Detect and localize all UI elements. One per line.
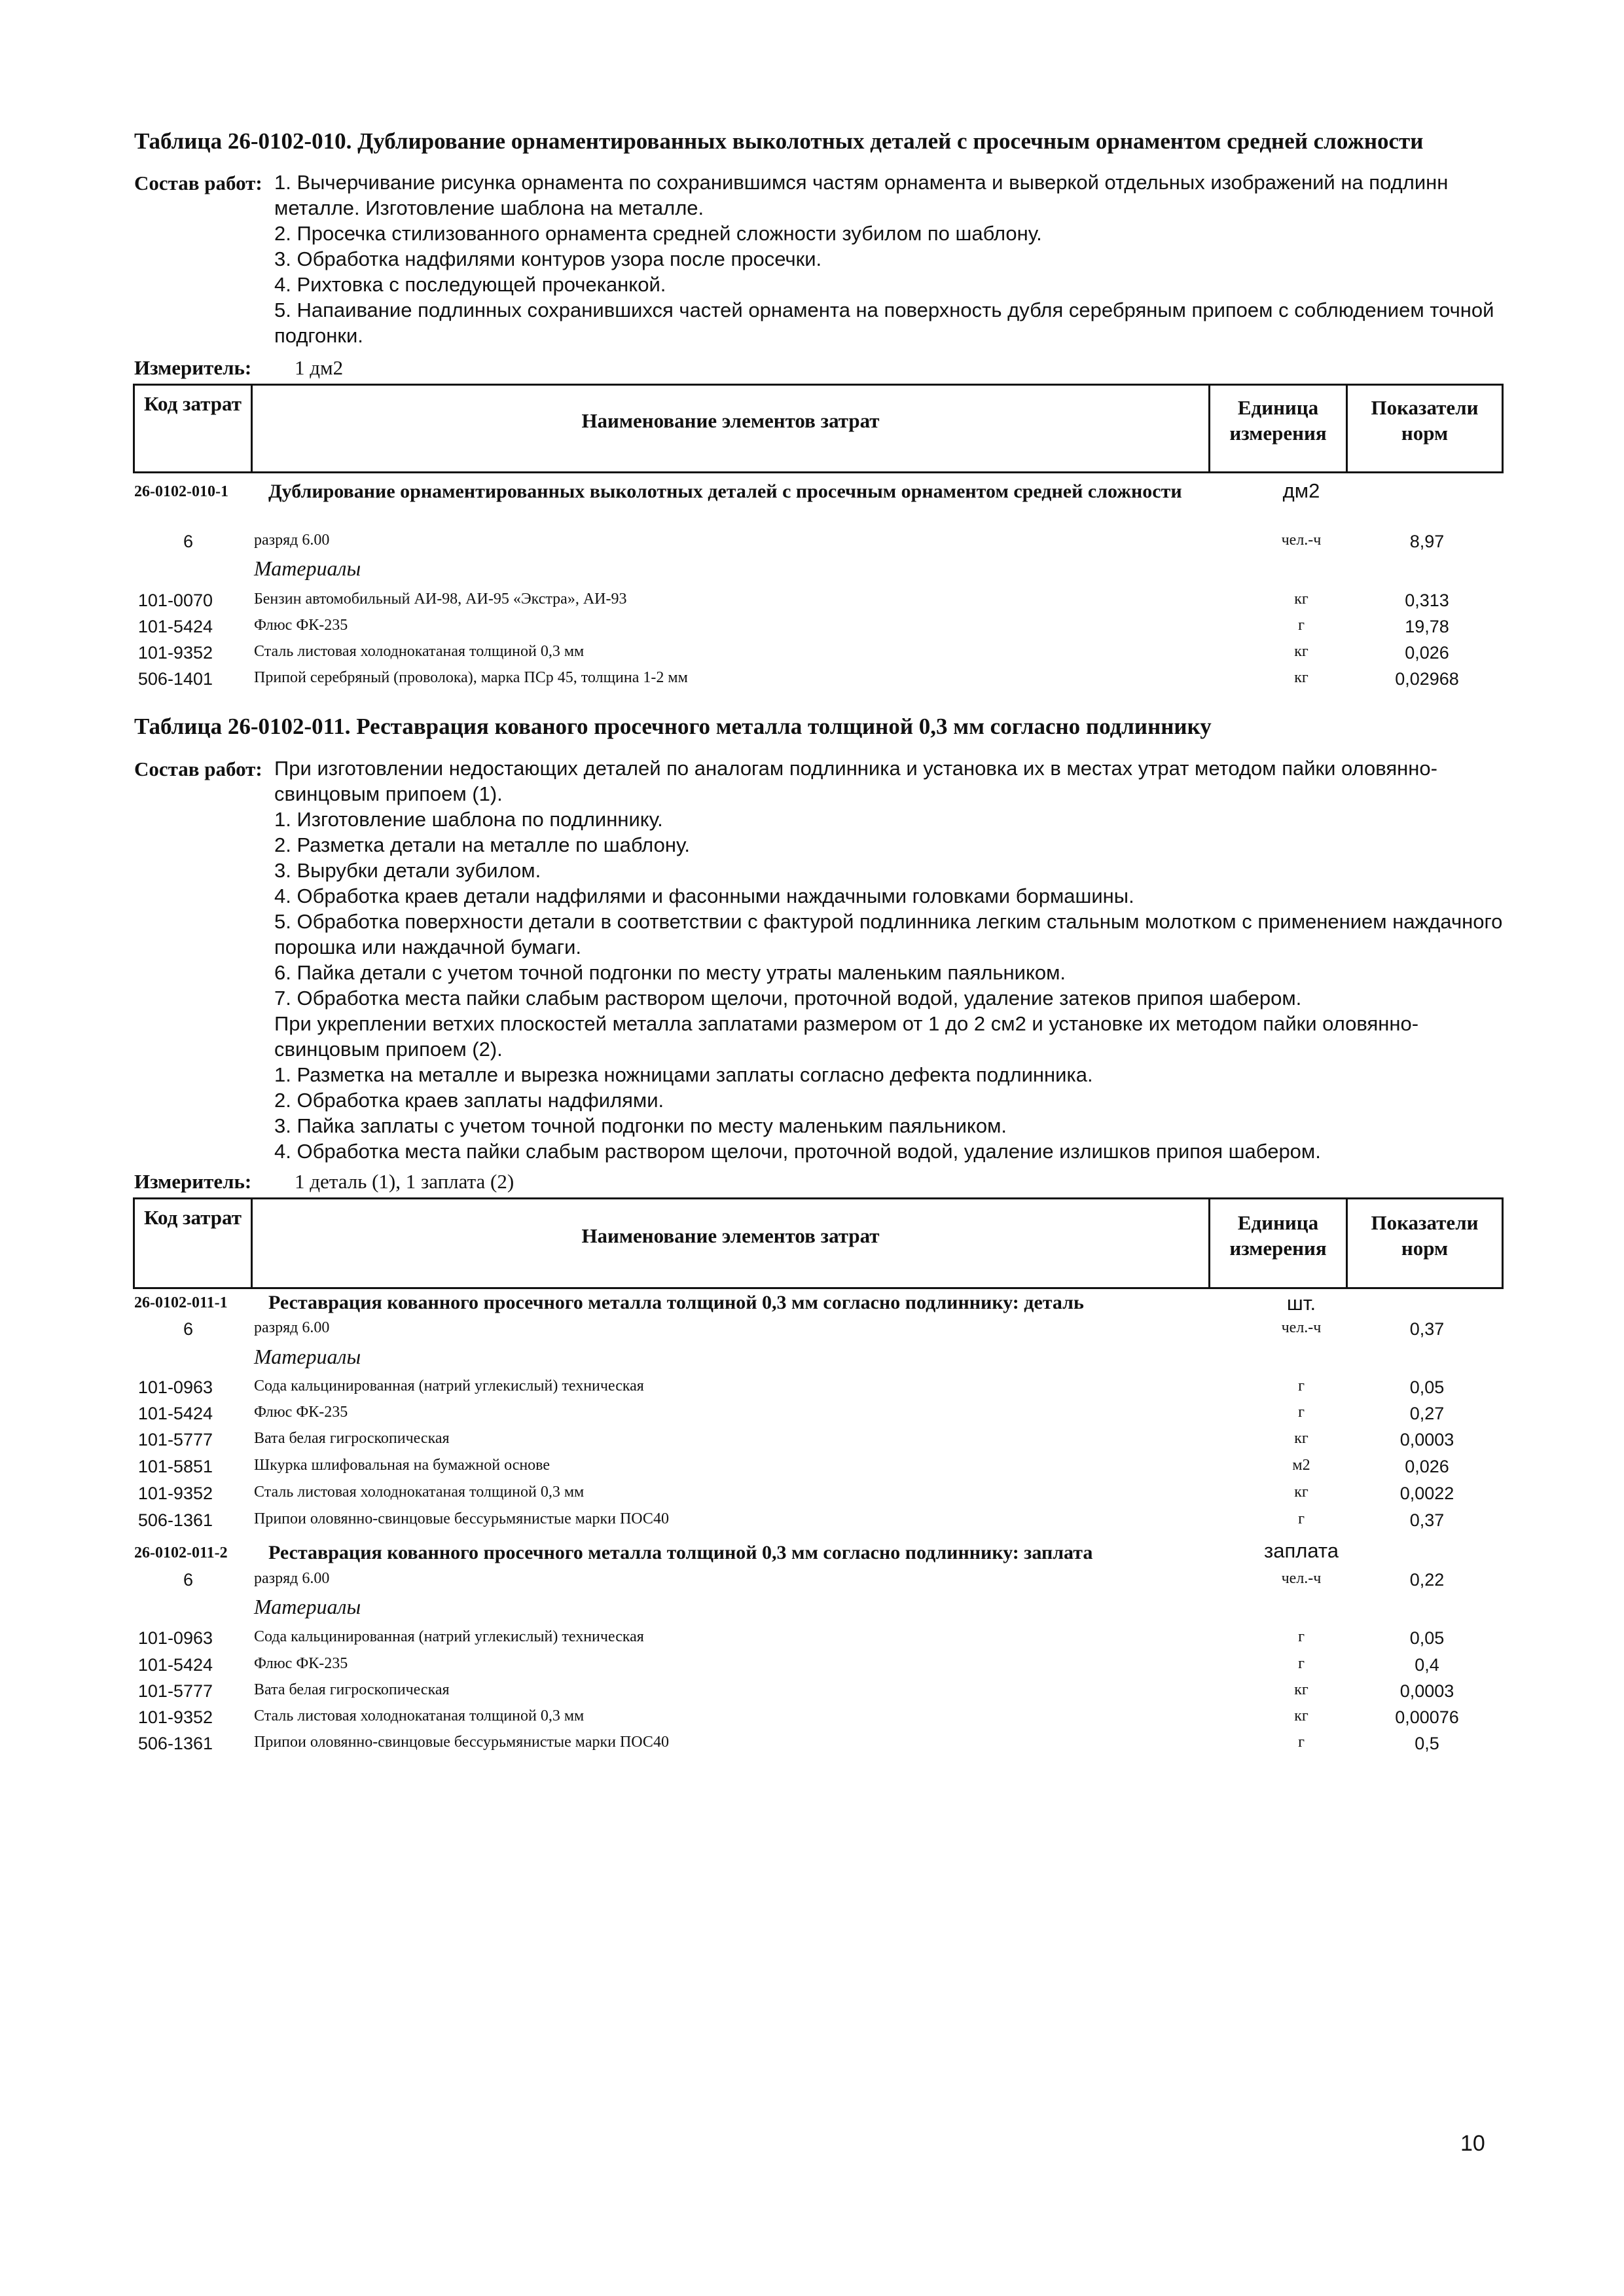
material-row [134,643,1502,669]
table2-title: Таблица 26-0102-011. Реставрация кованого просечного металла толщиной 0,3 мм согласно подлиннику [134,714,1212,739]
material-unit: г [1298,1628,1305,1645]
material-code: 101-5851 [137,1457,213,1476]
position-row [134,1539,1502,1569]
material-row [134,1734,1502,1760]
labor-name: разряд 6.00 [254,1570,330,1587]
material-name: Вата белая гигроскопическая [254,1681,450,1698]
material-value: 0,05 [1409,1377,1445,1397]
work-item: 2. Разметка детали на металле по шаблону. [274,833,690,856]
position-unit: заплата [1264,1539,1339,1562]
labor-unit: чел.-ч [1281,1319,1322,1336]
material-unit: кг [1294,1707,1308,1724]
work-item: 3. Вырубки детали зубилом. [274,859,541,882]
labor-code: 6 [183,1319,193,1339]
work-item: 1. Изготовление шаблона по подлиннику. [274,808,663,831]
table1-measure-value: 1 дм2 [295,356,344,379]
material-code: 101-9352 [137,643,213,663]
material-code: 506-1361 [137,1510,213,1530]
position-code: 26-0102-011-2 [134,1544,228,1561]
work-item: 3. Обработка надфилями контуров узора после просечки. [274,247,822,270]
labor-value: 0,22 [1409,1570,1445,1590]
material-value: 0,0003 [1399,1430,1454,1449]
material-unit: г [1298,1510,1305,1527]
material-row [134,1404,1502,1430]
labor-unit: чел.-ч [1281,532,1322,549]
work-item: 2. Обработка краев заплаты надфилями. [274,1089,664,1112]
material-name: Бензин автомобильный АИ-98, АИ-95 «Экстра», АИ-93 [254,591,627,608]
materials-label-row [134,1595,1502,1621]
table1-header [133,384,1504,473]
materials-label: Материалы [254,556,361,580]
material-value: 0,00076 [1395,1707,1459,1727]
labor-value: 8,97 [1409,532,1445,551]
material-value: 0,05 [1409,1628,1445,1648]
material-name: Сода кальцинированная (натрий углекислый) техническая [254,1377,644,1394]
material-unit: г [1298,1655,1305,1672]
labor-name: разряд 6.00 [254,532,330,549]
table1-work-list [274,170,1505,348]
material-code: 101-0963 [137,1377,213,1397]
material-name: Сода кальцинированная (натрий углекислый) техническая [254,1628,644,1645]
material-code: 506-1361 [137,1734,213,1753]
materials-label-row [134,1345,1502,1371]
material-name: Флюс ФК-235 [254,1655,348,1672]
position-unit: дм2 [1282,479,1320,502]
material-name: Припои оловянно-свинцовые бессурьмянистые марки ПОС40 [254,1734,669,1751]
labor-name: разряд 6.00 [254,1319,330,1336]
table2-measure-value: 1 деталь (1), 1 заплата (2) [295,1170,514,1193]
page-number: 10 [1460,2131,1485,2156]
material-name: Флюс ФК-235 [254,617,348,634]
material-unit: кг [1294,1484,1308,1501]
material-name: Вата белая гигроскопическая [254,1430,450,1447]
material-value: 19,78 [1405,617,1449,636]
material-row [134,1430,1502,1456]
work-item: 4. Обработка места пайки слабым раствором щелочи, проточной водой, удаление излишков припоя шабером. [274,1140,1321,1163]
material-row [134,1510,1502,1537]
work-item: 2. Просечка стилизованного орнамента средней сложности зубилом по шаблону. [274,222,1042,245]
position-code: 26-0102-010-1 [134,483,228,500]
material-value: 0,026 [1405,1457,1449,1476]
material-name: Припои оловянно-свинцовые бессурьмянистые марки ПОС40 [254,1510,669,1527]
material-code: 101-0963 [137,1628,213,1648]
table2-work-label: Состав работ: [134,757,262,780]
position-row [134,1293,1502,1319]
labor-code: 6 [183,532,193,551]
material-code: 506-1401 [137,669,213,689]
material-unit: г [1298,1377,1305,1394]
material-code: 101-5424 [137,617,213,636]
material-value: 0,4 [1415,1655,1439,1675]
position-unit: шт. [1286,1292,1316,1315]
position-code: 26-0102-011-1 [134,1294,228,1311]
material-row [134,669,1502,695]
position-name: Дублирование орнаментированных выколотных деталей с просечным орнаментом средней сложности [268,481,1182,502]
work-item: 3. Пайка заплаты с учетом точной подгонки по месту маленьким паяльником. [274,1114,1007,1137]
material-code: 101-0070 [137,591,213,610]
material-name: Флюс ФК-235 [254,1404,348,1421]
material-unit: кг [1294,1681,1308,1698]
material-code: 101-5424 [137,1655,213,1675]
header-value: Показатели норм [1371,1211,1479,1260]
work-item: При укреплении ветхих плоскостей металла заплатами размером от 1 до 2 см2 и установке их методом пайки оловянно-свинцовым припоем (2). [274,1012,1419,1061]
material-value: 0,37 [1409,1510,1445,1530]
material-code: 101-9352 [137,1707,213,1727]
table1-work-label: Состав работ: [134,172,262,194]
header-code: Код затрат [144,1206,242,1229]
work-item: 6. Пайка детали с учетом точной подгонки по месту утраты маленьким паяльником. [274,961,1066,984]
material-unit: г [1298,1734,1305,1751]
labor-row [134,532,1502,558]
table2-work-list [274,756,1505,1164]
material-unit: м2 [1292,1457,1310,1474]
material-value: 0,0022 [1399,1484,1454,1503]
material-row [134,1457,1502,1483]
material-unit: кг [1294,669,1308,686]
material-value: 0,0003 [1399,1681,1454,1701]
material-row [134,1628,1502,1654]
table2-header [133,1197,1504,1289]
material-code: 101-5777 [137,1681,213,1701]
material-unit: кг [1294,643,1308,660]
material-value: 0,313 [1405,591,1449,610]
work-item: 1. Разметка на металле и вырезка ножницами заплаты согласно дефекта подлинника. [274,1063,1093,1086]
labor-row [134,1570,1502,1596]
materials-label: Материалы [254,1595,361,1618]
labor-code: 6 [183,1570,193,1590]
labor-unit: чел.-ч [1281,1570,1322,1587]
table2-measure-label: Измеритель: [134,1170,252,1193]
material-row [134,1681,1502,1707]
work-item: 1. Вычерчивание рисунка орнамента по сохранившимся частям орнамента и выверкой отдельных изображений на подлинн металле. Изготовление шаблона на металле. [274,171,1449,219]
material-row [134,1484,1502,1510]
material-row [134,1707,1502,1734]
material-name: Сталь листовая холоднокатаная толщиной 0,3 мм [254,1707,585,1724]
header-code: Код затрат [144,392,242,415]
header-unit: Единица измерения [1229,396,1327,445]
position-name: Реставрация кованного просечного металла толщиной 0,3 мм согласно подлиннику: деталь [268,1292,1084,1313]
header-name: Наименование элементов затрат [581,409,880,432]
header-unit: Единица измерения [1229,1211,1327,1260]
materials-label: Материалы [254,1345,361,1368]
material-row [134,591,1502,617]
work-item: 5. Обработка поверхности детали в соответствии с фактурой подлинника легким стальным молотком с применением наждачного порошка или наждачной бумаги. [274,910,1503,958]
material-unit: кг [1294,1430,1308,1447]
material-unit: г [1298,617,1305,634]
header-name: Наименование элементов затрат [581,1224,880,1247]
header-value: Показатели норм [1371,396,1479,445]
material-name: Сталь листовая холоднокатаная толщиной 0,3 мм [254,1484,585,1501]
material-value: 0,02968 [1395,669,1459,689]
material-row [134,1377,1502,1404]
materials-label-row [134,556,1502,583]
position-name: Реставрация кованного просечного металла толщиной 0,3 мм согласно подлиннику: заплата [268,1542,1093,1563]
work-item: 7. Обработка места пайки слабым раствором щелочи, проточной водой, удаление затеков припоя шабером. [274,987,1302,1010]
material-code: 101-5777 [137,1430,213,1449]
material-unit: г [1298,1404,1305,1421]
material-value: 0,5 [1415,1734,1439,1753]
table1-measure-label: Измеритель: [134,356,252,379]
material-row [134,617,1502,643]
position-row [134,479,1502,508]
material-value: 0,026 [1405,643,1449,663]
work-item: При изготовлении недостающих деталей по аналогам подлинника и установка их в местах утрат методом пайки оловянно-свинцовым припоем (1). [274,757,1437,805]
labor-value: 0,37 [1409,1319,1445,1339]
labor-row [134,1319,1502,1345]
material-name: Шкурка шлифовальная на бумажной основе [254,1457,550,1474]
table1-title: Таблица 26-0102-010. Дублирование орнаментированных выколотных деталей с просечным орнаментом средней сложности [134,128,1424,154]
material-code: 101-9352 [137,1484,213,1503]
work-item: 5. Напаивание подлинных сохранившихся частей орнамента на поверхность дубля серебряным припоем с соблюдением точной подгонки. [274,299,1494,347]
work-item: 4. Рихтовка с последующей прочеканкой. [274,273,666,296]
material-row [134,1655,1502,1681]
material-name: Припой серебряный (проволока), марка ПСр 45, толщина 1-2 мм [254,669,688,686]
material-code: 101-5424 [137,1404,213,1423]
work-item: 4. Обработка краев детали надфилями и фасонными наждачными головками бормашины. [274,884,1134,907]
material-name: Сталь листовая холоднокатаная толщиной 0,3 мм [254,643,585,660]
material-unit: кг [1294,591,1308,608]
material-value: 0,27 [1409,1404,1445,1423]
